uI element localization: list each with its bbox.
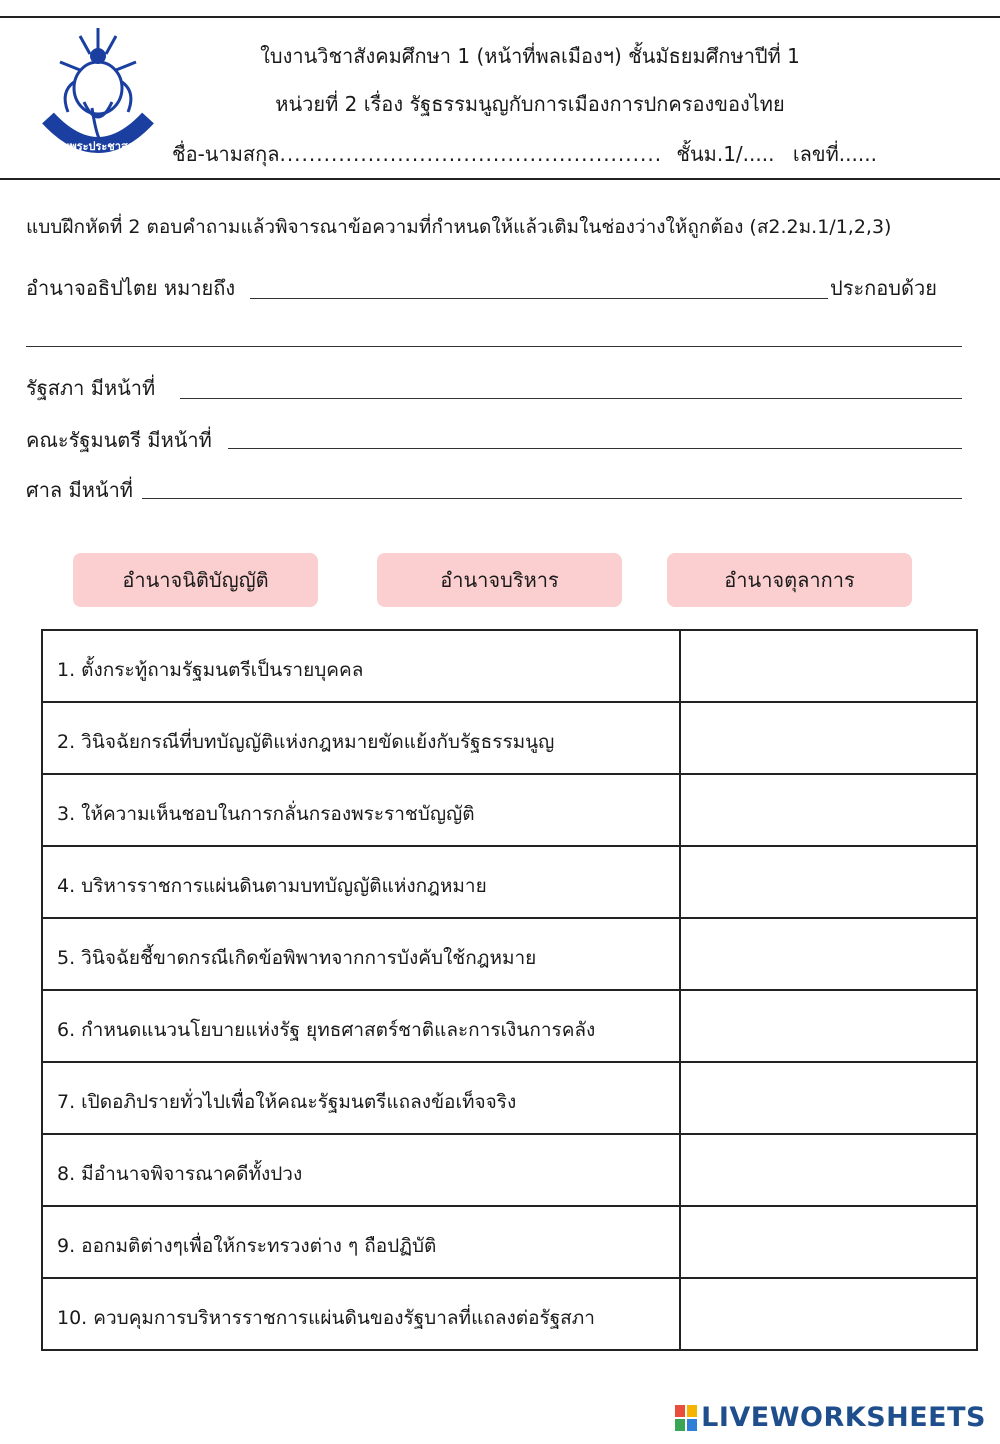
name-label: ชื่อ-นามสกุล xyxy=(172,142,280,166)
header-bottom-rule xyxy=(0,178,1000,180)
sovereignty-answer-line[interactable] xyxy=(250,298,828,299)
table-row xyxy=(42,702,977,774)
chip-executive[interactable]: อำนาจบริหาร xyxy=(377,553,622,607)
table-row xyxy=(42,846,977,918)
header-top-rule xyxy=(0,16,1000,18)
chip-legislative[interactable]: อำนาจนิติบัญญัติ xyxy=(73,553,318,607)
table-row xyxy=(42,990,977,1062)
answer-drop-cell[interactable] xyxy=(680,846,977,918)
answer-drop-cell[interactable] xyxy=(680,630,977,702)
answer-drop-cell[interactable] xyxy=(680,1062,977,1134)
student-info-line xyxy=(172,138,877,170)
table-row xyxy=(42,1134,977,1206)
answer-drop-cell[interactable] xyxy=(680,774,977,846)
statement-cell: 6. กำหนดแนวนโยบายแห่งรัฐ ยุทธศาสตร์ชาติและการเงินการคลัง xyxy=(42,990,680,1062)
class-field[interactable]: ชั้นม.1/..... xyxy=(676,142,775,166)
liveworksheets-logo-icon xyxy=(675,1405,697,1431)
unit-title: หน่วยที่ 2 เรื่อง รัฐธรรมนูญกับการเมืองการปกครองของไทย xyxy=(275,92,785,116)
school-logo xyxy=(40,22,156,162)
number-field[interactable]: เลขที่...... xyxy=(792,142,877,166)
worksheet-title: ใบงานวิชาสังคมศึกษา 1 (หน้าที่พลเมืองฯ) ชั้นมัธยมศึกษาปีที่ 1 xyxy=(260,44,800,68)
sovereignty-label: อำนาจอธิปไตย หมายถึง xyxy=(26,276,236,300)
cabinet-label: คณะรัฐมนตรี มีหน้าที่ xyxy=(26,428,212,452)
answer-drop-cell[interactable] xyxy=(680,1134,977,1206)
statement-cell: 8. มีอำนาจพิจารณาคดีทั้งปวง xyxy=(42,1134,680,1206)
answer-drop-cell[interactable] xyxy=(680,990,977,1062)
statement-cell: 10. ควบคุมการบริหารราชการแผ่นดินของรัฐบาลที่แถลงต่อรัฐสภา xyxy=(42,1278,680,1350)
parliament-answer-line[interactable] xyxy=(180,398,962,399)
court-label: ศาล มีหน้าที่ xyxy=(26,478,133,502)
name-field[interactable]: .................................................... xyxy=(279,142,663,166)
statement-cell: 3. ให้ความเห็นชอบในการกลั่นกรองพระราชบัญญัติ xyxy=(42,774,680,846)
statement-cell: 4. บริหารราชการแผ่นดินตามบทบัญญัติแห่งกฎหมาย xyxy=(42,846,680,918)
answer-drop-cell[interactable] xyxy=(680,702,977,774)
court-answer-line[interactable] xyxy=(142,498,962,499)
statement-cell: 5. วินิจฉัยชี้ขาดกรณีเกิดข้อพิพาทจากการบังคับใช้กฎหมาย xyxy=(42,918,680,990)
answer-drop-cell[interactable] xyxy=(680,1206,977,1278)
brand-text: LIVEWORKSHEETS xyxy=(701,1402,986,1433)
table-row xyxy=(42,918,977,990)
table-row xyxy=(42,1278,977,1350)
exercise-instruction: แบบฝึกหัดที่ 2 ตอบคำถามแล้วพิจารณาข้อความที่กำหนดให้แล้วเติมในช่องว่างให้ถูกต้อง (ส2.2ม.1/1,2,3) xyxy=(26,216,892,238)
table-row xyxy=(42,630,977,702)
cabinet-answer-line[interactable] xyxy=(228,448,962,449)
table-row xyxy=(42,774,977,846)
statement-cell: 2. วินิจฉัยกรณีที่บทบัญญัติแห่งกฎหมายขัดแย้งกับรัฐธรรมนูญ xyxy=(42,702,680,774)
statement-cell: 9. ออกมติต่างๆเพื่อให้กระทรวงต่าง ๆ ถือปฏิบัติ xyxy=(42,1206,680,1278)
answer-drop-cell[interactable] xyxy=(680,918,977,990)
statement-cell: 1. ตั้งกระทู้ถามรัฐมนตรีเป็นรายบุคคล xyxy=(42,630,680,702)
table-row xyxy=(42,1206,977,1278)
statement-cell: 7. เปิดอภิปรายทั่วไปเพื่อให้คณะรัฐมนตรีแถลงข้อเท็จจริง xyxy=(42,1062,680,1134)
consists-of-label: ประกอบด้วย xyxy=(830,276,937,300)
liveworksheets-brand[interactable] xyxy=(675,1402,986,1433)
table-row xyxy=(42,1062,977,1134)
answer-drop-cell[interactable] xyxy=(680,1278,977,1350)
matching-table xyxy=(41,629,978,1351)
consists-of-answer-line[interactable] xyxy=(26,346,962,347)
chip-judicial[interactable]: อำนาจตุลาการ xyxy=(667,553,912,607)
school-name-text: จอมพระประชาสรรค์ xyxy=(49,140,147,153)
parliament-label: รัฐสภา มีหน้าที่ xyxy=(26,376,156,400)
